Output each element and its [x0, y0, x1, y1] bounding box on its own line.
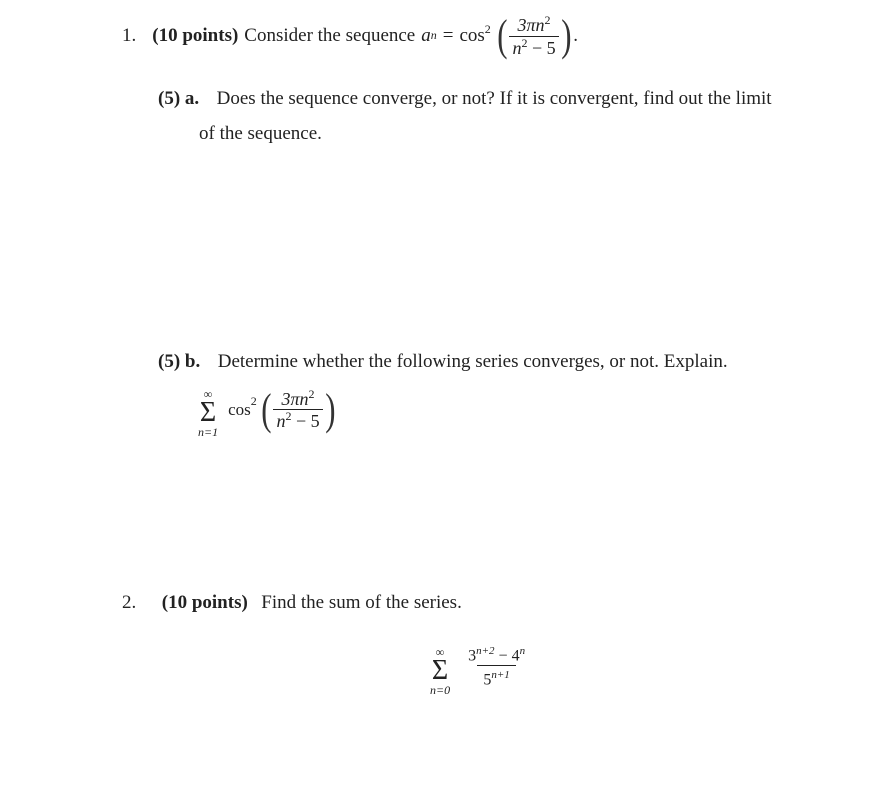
problem-1-points: (10 points) [152, 25, 239, 46]
part-b-line [158, 351, 728, 373]
part-b-label: b. [184, 351, 201, 372]
problem-2-number: 2. [122, 592, 137, 613]
part-b-weight: (5) [158, 351, 181, 372]
part-b-text: Determine whether the following series converges, or not. Explain. [217, 351, 728, 372]
problem-2-points: (10 points) [161, 592, 248, 613]
problem-2-text: Find the sum of the series. [261, 592, 462, 613]
series-formula-2 [430, 646, 531, 698]
fraction: $\frac{3^{n+2} - 4^n}{5^{n+1}}$ [468, 645, 526, 689]
fraction: $\frac{3\pi n^2}{n^2 - 5}$ [273, 388, 322, 432]
summation-symbol: ∞ Σ n=1 [198, 387, 219, 440]
problem-1-statement [122, 12, 578, 60]
fraction: $\frac{3\pi n^2}{n^2 - 5}$ [509, 14, 558, 58]
part-a-line2: of the sequence. [199, 123, 322, 144]
problem-1-intro: Consider the sequence [244, 25, 416, 46]
part-a-weight: (5) [158, 88, 181, 109]
sequence-formula: a n = cos $^2$ ( $\frac{3\pi n^2}{n^2 - 5}$ ) . [421, 10, 579, 60]
summation-symbol: ∞ Σ n=0 [430, 645, 451, 698]
series-formula-1: ∞ Σ n=1 cos $^2$ ( $\frac{3\pi n^2}{n^2 - 5}$ ) [198, 384, 336, 440]
part-a-line1 [158, 88, 772, 110]
problem-2-statement [122, 592, 462, 614]
part-a-text: Does the sequence converge, or not? If it is convergent, find out the limit [216, 88, 772, 109]
problem-1-number: 1. [122, 25, 137, 46]
part-a-label: a. [184, 88, 200, 109]
